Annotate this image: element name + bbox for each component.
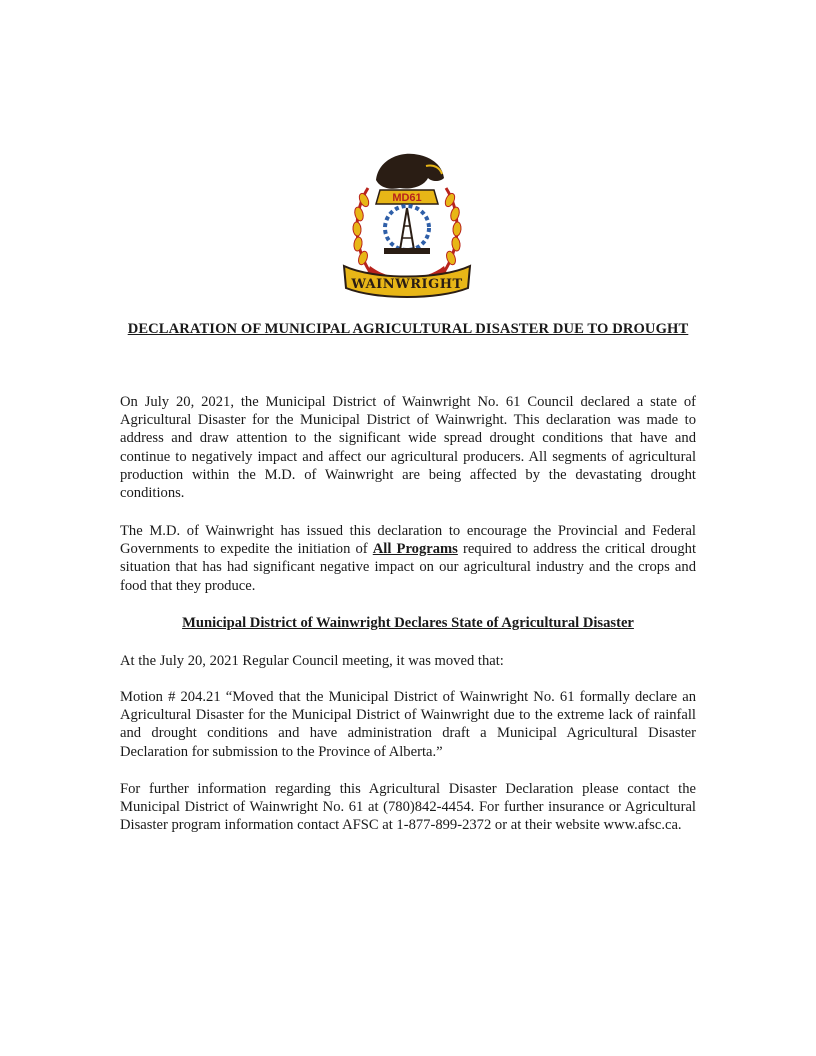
paragraph-programs bbox=[120, 522, 696, 595]
md61-badge bbox=[376, 190, 438, 204]
bison-icon bbox=[376, 154, 444, 189]
all-programs-emphasis: All Programs bbox=[372, 541, 458, 558]
md61-wainwright-logo bbox=[340, 148, 474, 302]
paragraph-programs-text-1: The M.D. of Wainwright has issued this declaration to encourage the Provincial and Federal Governments to expedite the initiation of bbox=[120, 523, 696, 558]
paragraph-programs-text-2: required to address the critical drought situation that has had significant negative impact on our agricultural industry and the crops and food that they produce. bbox=[120, 541, 696, 594]
paragraph-meeting: At the July 20, 2021 Regular Council meeting, it was moved that: bbox=[120, 653, 504, 669]
section-subheading: Municipal District of Wainwright Declares State of Agricultural Disaster bbox=[182, 615, 634, 631]
paragraph-motion: Motion # 204.21 “Moved that the Municipal District of Wainwright No. 61 formally declare an Agricultural Disaster for the Municipal District of Wainwright due to the extreme lack of rainfall and drought conditions and have administration draft a Municipal Agricultural Disaster Declaration for submission to the Province of Alberta.” bbox=[120, 689, 696, 760]
oil-derrick-icon bbox=[384, 206, 430, 254]
wheat-left-icon bbox=[352, 188, 370, 272]
svg-text:WAINWRIGHT: WAINWRIGHT bbox=[351, 277, 463, 292]
svg-text:MD61: MD61 bbox=[392, 192, 422, 204]
wheat-right-icon bbox=[443, 188, 461, 272]
paragraph-declaration: On July 20, 2021, the Municipal District of Wainwright No. 61 Council declared a state of Agricultural Disaster for the Municipal District of Wainwright. This declaration was made to address and draw attention to the significant wide spread drought conditions that have and continue to negatively impact and affect our agricultural producers. All segments of agricultural production within the M.D. of Wainwright are being affected by the devastating drought conditions. bbox=[120, 394, 696, 502]
document-title: DECLARATION OF MUNICIPAL AGRICULTURAL DISASTER DUE TO DROUGHT bbox=[127, 321, 689, 337]
paragraph-contact: For further information regarding this Agricultural Disaster Declaration please contact the Municipal District of Wainwright No. 61 at (780)842-4454. For further insurance or Agricultural Disaster program information contact AFSC at 1-877-899-2372 or at their website www.afsc.ca. bbox=[120, 781, 696, 834]
wainwright-banner bbox=[344, 266, 470, 297]
